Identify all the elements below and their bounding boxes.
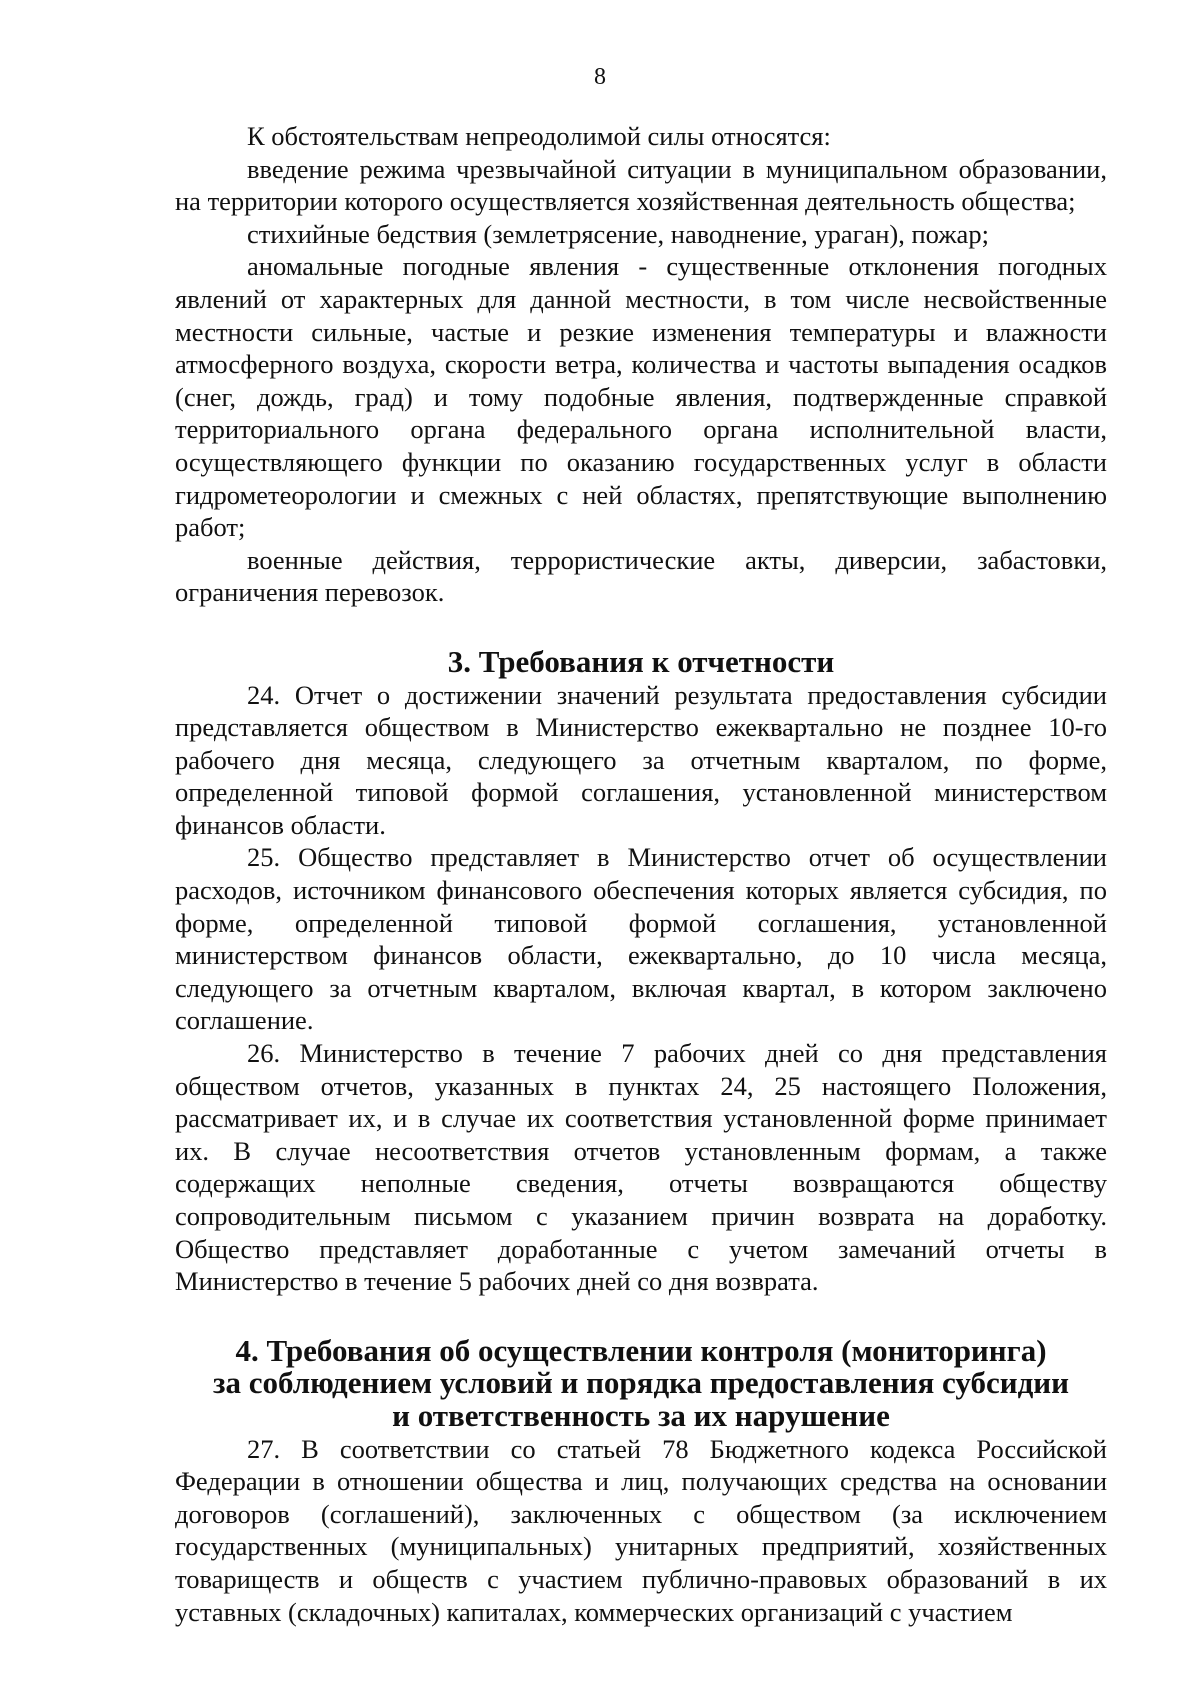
paragraph-natural-disasters: стихийные бедствия (землетрясение, наводнение, ураган), пожар; [247,218,989,249]
section-4-heading-line: за соблюдением условий и порядка предоставления субсидии [213,1365,1069,1401]
page-number: 8 [594,64,606,90]
section-4-heading-line: и ответственность за их нарушение [392,1397,890,1433]
section-3-heading: 3. Требования к отчетности [447,643,835,679]
paragraph-military-actions: военные действия, террористические акты, диверсии, забастовки, ограничения перевозок. [175,544,1107,608]
document-body [175,120,1107,1628]
paragraph-abnormal-weather: аномальные погодные явления - существенные отклонения погодных явлений от характерных для данной местности, в том числе несвойственные местности сильные, частые и резкие изменения температуры и влажности атмосферного воздуха, скорости ветра, количества и частоты выпадения осадков (снег, дождь, град) и тому подобные явления, подтвержденные справкой территориального органа федерального органа исполнительной власти, осуществляющего функции по оказанию государственных услуг в области гидрометеорологии и смежных с ней областях, препятствующие выполнению работ; [175,251,1107,543]
paragraph-emergency-regime: введение режима чрезвычайной ситуации в муниципальном образовании, на территории которого осуществляется хозяйственная деятельность общества; [175,153,1107,217]
section-4-heading-line: 4. Требования об осуществлении контроля (мониторинга) [235,1332,1047,1368]
section-4-heading [175,1332,1107,1433]
paragraph-force-majeure-intro: К обстоятельствам непреодолимой силы относятся: [247,121,831,151]
paragraph-24: 24. Отчет о достижении значений результата предоставления субсидии представляется обществом в Министерство ежеквартально не позднее 10-го рабочего дня месяца, следующего за отчетным кварталом, по форме, определенной типовой формой соглашения, установленной министерством финансов области. [175,679,1107,840]
paragraph-27: 27. В соответствии со статьей 78 Бюджетного кодекса Российской Федерации в отношении общества и лиц, получающих средства на основании договоров (соглашений), заключенных с обществом (за исключением государственных (муниципальных) унитарных предприятий, хозяйственных товариществ и обществ с участием публично-правовых образований в их уставных (складочных) капиталах, коммерческих организаций с участием [175,1433,1107,1627]
paragraph-25: 25. Общество представляет в Министерство отчет об осуществлении расходов, источником финансового обеспечения которых является субсидия, по форме, определенной типовой формой соглашения, установленной министерством финансов области, ежеквартально, до 10 числа месяца, следующего за отчетным кварталом, включая квартал, в котором заключено соглашение. [175,842,1107,1036]
paragraph-26: 26. Министерство в течение 7 рабочих дней со дня представления обществом отчетов, указанных в пунктах 24, 25 настоящего Положения, рассматривает их, и в случае их соответствия установленной форме принимает их. В случае несоответствия отчетов установленным формам, а также содержащих неполные сведения, отчеты возвращаются обществу сопроводительным письмом с указанием причин возврата на доработку. Общество представляет доработанные с учетом замечаний отчеты в Министерство в течение 5 рабочих дней со дня возврата. [175,1038,1107,1297]
